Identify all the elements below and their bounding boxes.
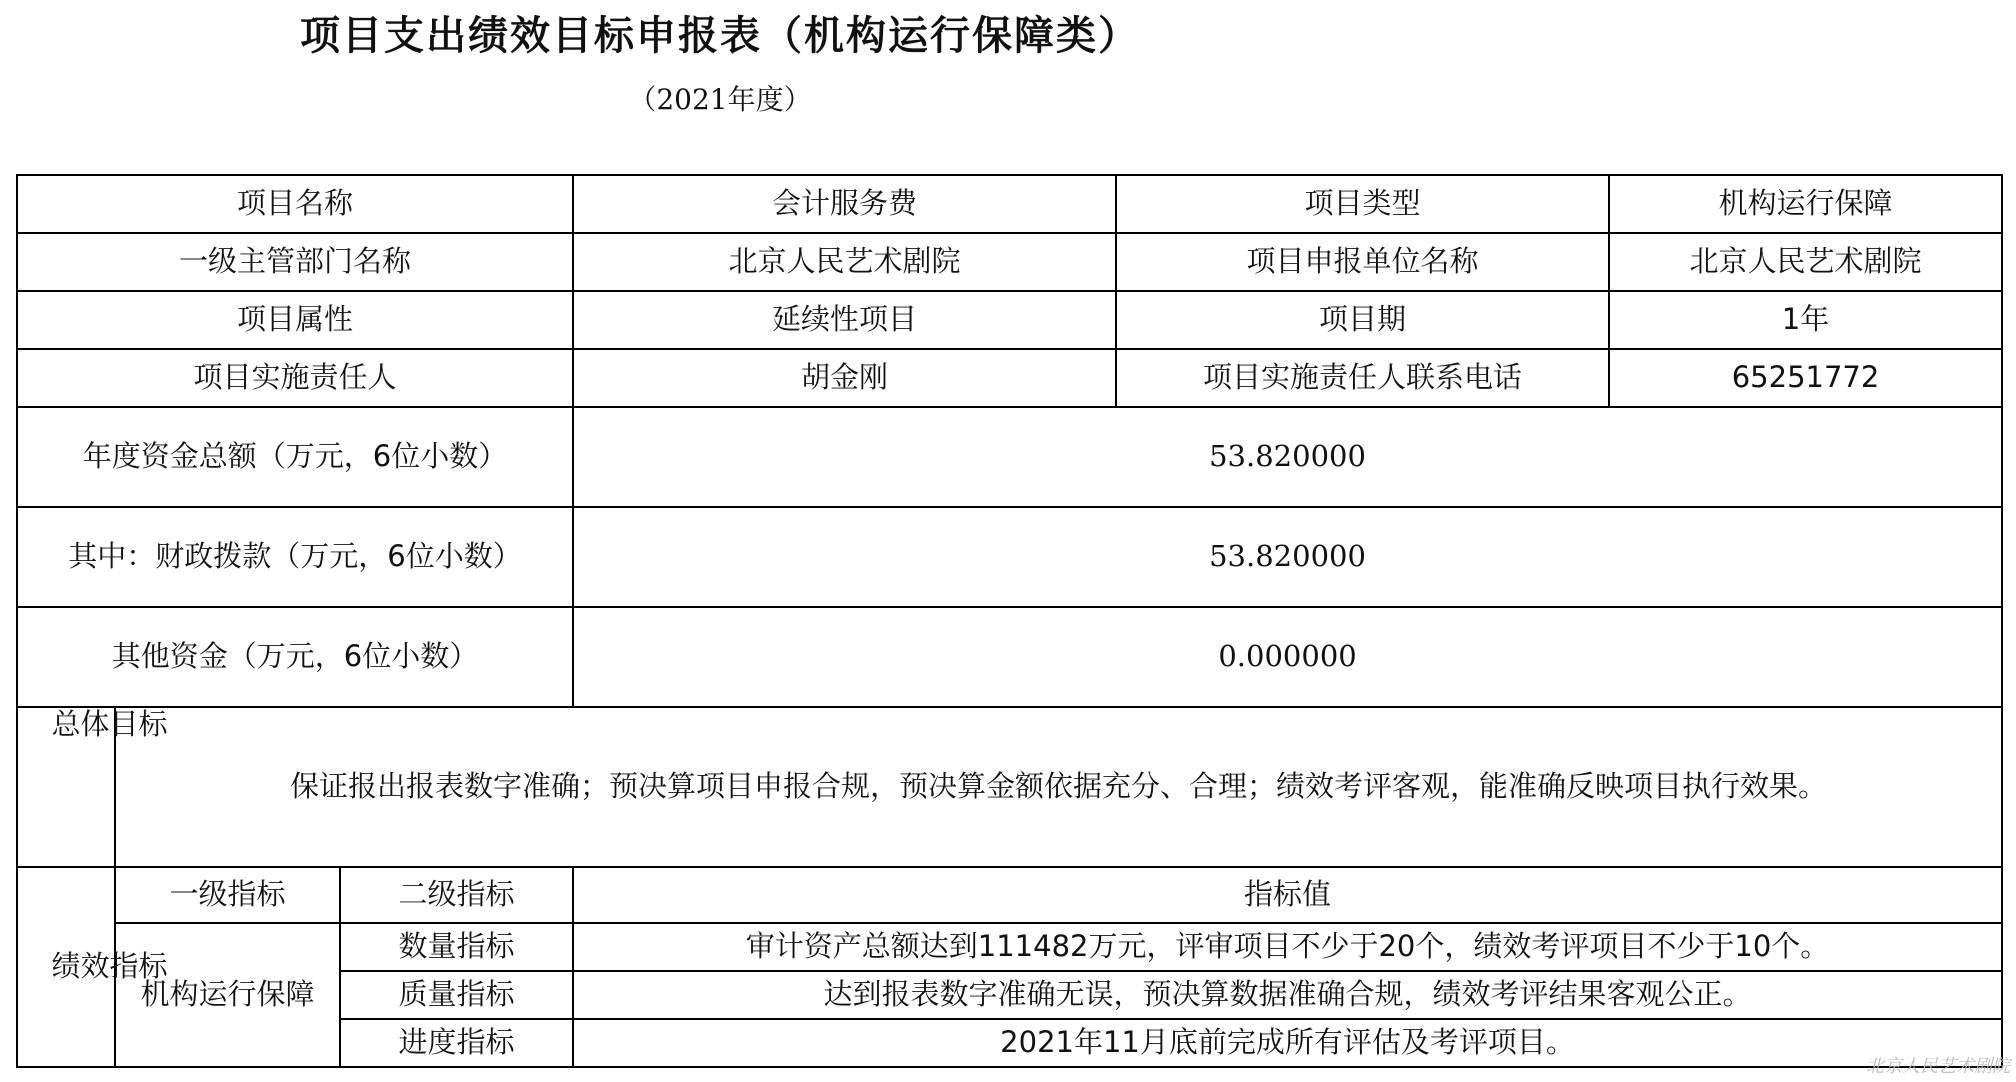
row-department xyxy=(17,233,2002,291)
period-label: 项目期 xyxy=(1116,291,1609,349)
other-funds-value: 0.000000 xyxy=(573,607,2002,707)
overall-goal-text: 保证报出报表数字准确；预决算项目申报合规，预决算金额依据充分、合理；绩效考评客观，能准确反映项目执行效果。 xyxy=(115,707,2002,867)
level1-value: 机构运行保障 xyxy=(115,923,340,1067)
project-name-label: 项目名称 xyxy=(17,175,573,233)
row-overall-goal xyxy=(17,707,2002,867)
indicator-level2: 质量指标 xyxy=(340,971,573,1019)
unit-label: 项目申报单位名称 xyxy=(1116,233,1609,291)
row-total-funds xyxy=(17,407,2002,507)
indicators-label xyxy=(17,867,168,1067)
fiscal-funds-label: 其中：财政拨款（万元，6位小数） xyxy=(17,507,573,607)
period-value: 1年 xyxy=(1609,291,2002,349)
dept-label: 一级主管部门名称 xyxy=(17,233,573,291)
col-level1-header: 一级指标 xyxy=(115,867,340,923)
project-type-label: 项目类型 xyxy=(1116,175,1609,233)
project-type-value: 机构运行保障 xyxy=(1609,175,2002,233)
project-name-value: 会计服务费 xyxy=(573,175,1116,233)
attr-value: 延续性项目 xyxy=(573,291,1116,349)
dept-value: 北京人民艺术剧院 xyxy=(573,233,1116,291)
total-funds-label: 年度资金总额（万元，6位小数） xyxy=(17,407,573,507)
fiscal-funds-value: 53.820000 xyxy=(573,507,2002,607)
indicator-level2: 数量指标 xyxy=(340,923,573,971)
row-indicator-header xyxy=(17,867,2002,923)
col-level2-header: 二级指标 xyxy=(340,867,573,923)
form-title: 项目支出绩效目标申报表（机构运行保障类） xyxy=(300,12,1140,59)
row-other-funds xyxy=(17,607,2002,707)
unit-value: 北京人民艺术剧院 xyxy=(1609,233,2002,291)
phone-value: 65251772 xyxy=(1609,349,2002,407)
watermark-logo: 北京人民艺术剧院 xyxy=(1866,1056,2010,1077)
total-funds-value: 53.820000 xyxy=(573,407,2002,507)
attr-label: 项目属性 xyxy=(17,291,573,349)
row-attribute xyxy=(17,291,2002,349)
indicator-value: 达到报表数字准确无误，预决算数据准确合规，绩效考评结果客观公正。 xyxy=(573,971,2002,1019)
overall-goal-label-text: 总体目标 xyxy=(51,707,168,741)
row-fiscal-funds xyxy=(17,507,2002,607)
overall-goal-label xyxy=(17,707,168,867)
indicator-value: 2021年11月底前完成所有评估及考评项目。 xyxy=(573,1019,2002,1067)
owner-value: 胡金刚 xyxy=(573,349,1116,407)
indicators-label-text: 绩效指标 xyxy=(51,949,168,984)
row-project-name xyxy=(17,175,2002,233)
indicator-row xyxy=(17,923,2002,971)
col-value-header: 指标值 xyxy=(573,867,2002,923)
performance-goal-table xyxy=(16,174,2003,1068)
owner-label: 项目实施责任人 xyxy=(17,349,573,407)
other-funds-label: 其他资金（万元，6位小数） xyxy=(17,607,573,707)
form-year: （2021年度） xyxy=(628,83,812,116)
indicator-level2: 进度指标 xyxy=(340,1019,573,1067)
phone-label: 项目实施责任人联系电话 xyxy=(1116,349,1609,407)
indicator-value: 审计资产总额达到111482万元，评审项目不少于20个，绩效考评项目不少于10个。 xyxy=(573,923,2002,971)
row-owner xyxy=(17,349,2002,407)
